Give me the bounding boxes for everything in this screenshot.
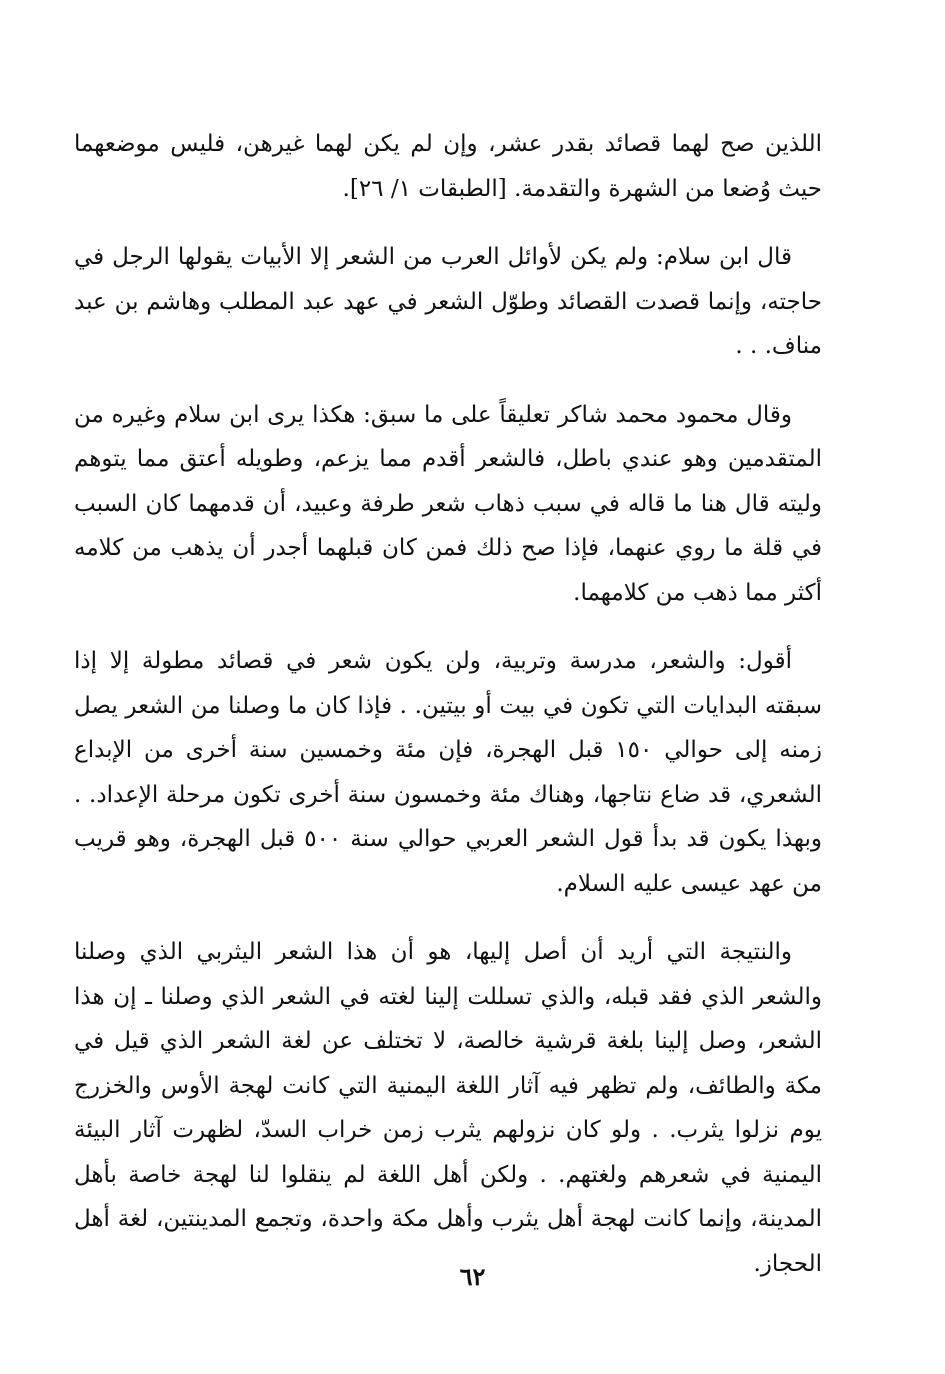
page-number: ٦٢ xyxy=(459,1262,486,1291)
paragraph-3: وقال محمود محمد شاكر تعليقاً على ما سبق: هكذا يرى ابن سلام وغيره من المتقدمين وهو عندي باطل، فالشعر أقدم مما يزعم، وطويله أعتق مما يتوهم وليته قال هنا ما قاله في سبب ذهاب شعر طرفة وعبيد، أن قدمهما كان السبب في قلة ما روي عنهما، فإذا صح ذلك فمن كان قبلهما أجدر أن يذهب من كلامه أكثر مما ذهب من كلامهما. xyxy=(74,401,822,606)
body-text xyxy=(74,122,822,1310)
paragraph-5: والنتيجة التي أريد أن أصل إليها، هو أن هذا الشعر اليثربي الذي وصلنا والشعر الذي فقد قبله، والذي تسللت إلينا لغته في الشعر الذي وصلنا ـ إن هذا الشعر، وصل إلينا بلغة قرشية خالصة، لا تختلف عن لغة الشعر الذي قيل في مكة والطائف، ولم تظهر فيه آثار اللغة اليمنية التي كانت لهجة الأوس والخزرج يوم نزلوا يثرب. . ولو كان نزولهم يثرب زمن خراب السدّ، لظهرت آثار البيئة اليمنية في شعرهم ولغتهم. . ولكن أهل اللغة لم ينقلوا لنا لهجة خاصة بأهل المدينة، وإنما كانت لهجة أهل يثرب وأهل مكة واحدة، وتجمع المدينتين، لغة أهل الحجاز. xyxy=(74,939,822,1277)
paragraph-4: أقول: والشعر، مدرسة وتربية، ولن يكون شعر في قصائد مطولة إلا إذا سبقته البدايات التي تكون في بيت أو بيتين. . فإذا كان ما وصلنا من الشعر يصل زمنه إلى حوالي ١٥٠ قبل الهجرة، فإن مئة وخمسين سنة أخرى من الإبداع الشعري، قد ضاع نتاجها، وهناك مئة وخمسون سنة أخرى تكون مرحلة الإعداد. . وبهذا يكون قد بدأ قول الشعر العربي حوالي سنة ٥٠٠ قبل الهجرة، وهو قريب من عهد عيسى عليه السلام. xyxy=(74,648,822,897)
paragraph-2: قال ابن سلام: ولم يكن لأوائل العرب من الشعر إلا الأبيات يقولها الرجل في حاجته، وإنما قصدت القصائد وطوّل الشعر في عهد عبد المطلب وهاشم بن عبد مناف. . . xyxy=(74,244,822,359)
paragraph-1: اللذين صح لهما قصائد بقدر عشر، وإن لم يكن لهما غيرهن، فليس موضعهما حيث وُضعا من الشهرة والتقدمة. [الطبقات ١/ ٢٦]. xyxy=(74,131,822,202)
